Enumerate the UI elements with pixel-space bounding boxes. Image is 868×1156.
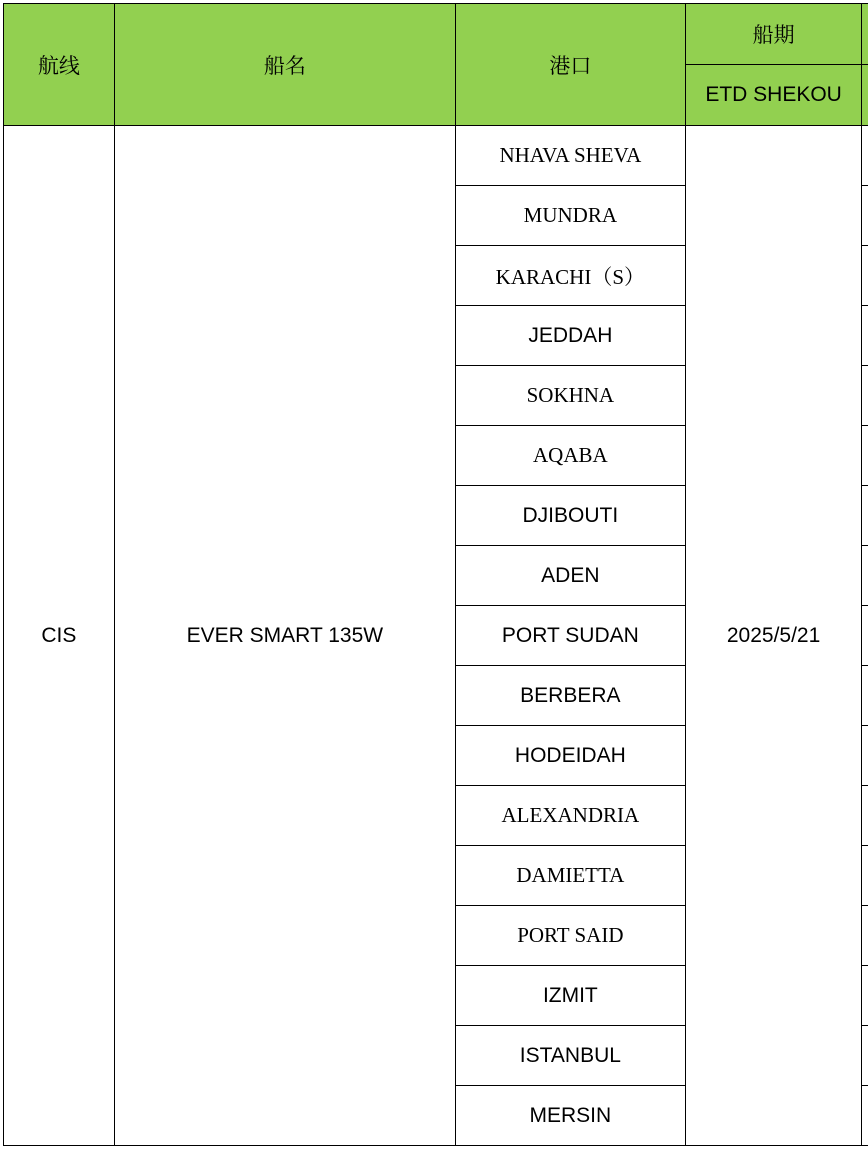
header-edge-cell xyxy=(862,65,868,126)
port-cell: MERSIN xyxy=(456,1086,686,1146)
edge-cell xyxy=(862,906,868,966)
shipping-schedule-table xyxy=(3,3,868,1146)
port-cell: DJIBOUTI xyxy=(456,486,686,546)
port-cell: PORT SAID xyxy=(456,906,686,966)
edge-cell xyxy=(862,606,868,666)
edge-cell xyxy=(862,306,868,366)
edge-cell xyxy=(862,726,868,786)
port-cell: AQABA xyxy=(456,426,686,486)
port-cell: DAMIETTA xyxy=(456,846,686,906)
table-row xyxy=(4,126,868,186)
edge-cell xyxy=(862,186,868,246)
etd-shekou-header: ETD SHEKOU xyxy=(685,65,862,126)
edge-cell xyxy=(862,126,868,186)
port-cell: SOKHNA xyxy=(456,366,686,426)
edge-cell xyxy=(862,1026,868,1086)
edge-cell xyxy=(862,246,868,306)
vessel-header: 船名 xyxy=(114,4,455,126)
edge-cell xyxy=(862,486,868,546)
port-cell: ALEXANDRIA xyxy=(456,786,686,846)
edge-cell xyxy=(862,546,868,606)
port-cell: NHAVA SHEVA xyxy=(456,126,686,186)
edge-cell xyxy=(862,966,868,1026)
edge-cell xyxy=(862,846,868,906)
route-cell: CIS xyxy=(4,126,115,1146)
header-edge-cell xyxy=(862,4,868,65)
port-cell: BERBERA xyxy=(456,666,686,726)
port-cell: JEDDAH xyxy=(456,306,686,366)
port-cell: ISTANBUL xyxy=(456,1026,686,1086)
edge-cell xyxy=(862,426,868,486)
schedule-header: 船期 xyxy=(685,4,862,65)
port-cell: MUNDRA xyxy=(456,186,686,246)
port-cell: HODEIDAH xyxy=(456,726,686,786)
port-cell: KARACHI（S） xyxy=(456,246,686,306)
port-cell: IZMIT xyxy=(456,966,686,1026)
route-header: 航线 xyxy=(4,4,115,126)
edge-cell xyxy=(862,786,868,846)
port-cell: ADEN xyxy=(456,546,686,606)
port-cell: PORT SUDAN xyxy=(456,606,686,666)
vessel-cell: EVER SMART 135W xyxy=(114,126,455,1146)
edge-cell xyxy=(862,366,868,426)
etd-date-cell: 2025/5/21 xyxy=(685,126,862,1146)
edge-cell xyxy=(862,1086,868,1146)
edge-cell xyxy=(862,666,868,726)
port-header: 港口 xyxy=(456,4,686,126)
